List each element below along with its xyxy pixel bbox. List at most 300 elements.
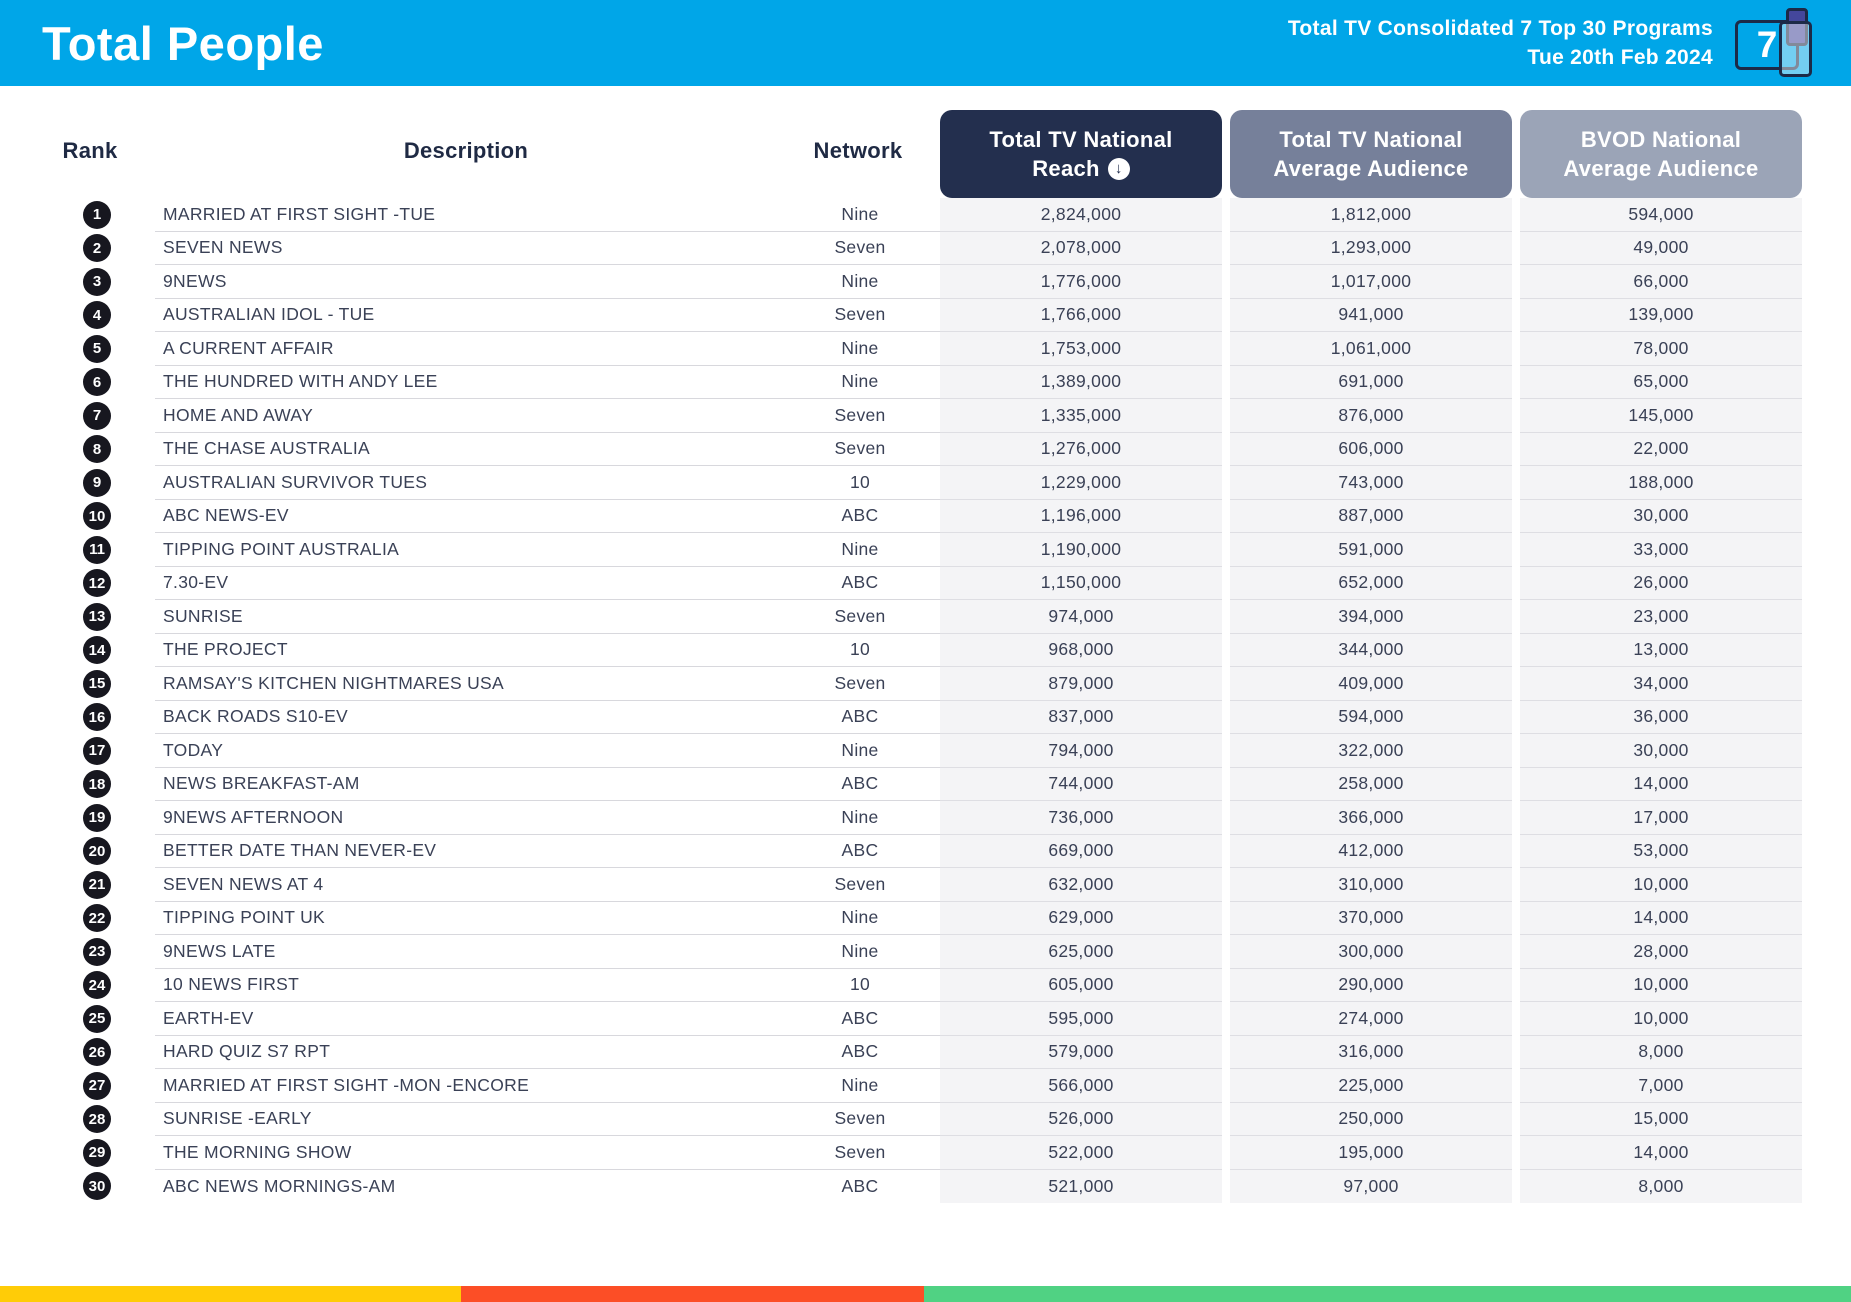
bvod-average-audience-value: 66,000 xyxy=(1520,265,1802,299)
column-gap xyxy=(1512,734,1520,768)
table-row xyxy=(0,299,1851,333)
rank-cell xyxy=(0,466,155,500)
column-gap xyxy=(1222,600,1230,634)
program-description: RAMSAY'S KITCHEN NIGHTMARES USA xyxy=(155,667,780,701)
column-gap xyxy=(1222,466,1230,500)
footer-yellow-segment xyxy=(0,1286,461,1302)
top-header-bar xyxy=(0,0,1851,86)
total-tv-average-audience-value: 322,000 xyxy=(1230,734,1512,768)
column-header-total-tv-reach[interactable] xyxy=(940,110,1222,198)
rank-cell xyxy=(0,1170,155,1204)
total-tv-average-audience-value: 250,000 xyxy=(1230,1103,1512,1137)
column-gap xyxy=(1222,265,1230,299)
total-tv-average-audience-value: 300,000 xyxy=(1230,935,1512,969)
bvod-average-audience-value: 28,000 xyxy=(1520,935,1802,969)
rank-badge: 3 xyxy=(83,268,111,296)
report-subtitle xyxy=(1288,14,1713,72)
bvod-average-audience-value: 8,000 xyxy=(1520,1036,1802,1070)
bvod-average-audience-value: 30,000 xyxy=(1520,500,1802,534)
table-row xyxy=(0,768,1851,802)
rank-badge: 10 xyxy=(83,502,111,530)
total-tv-reach-value: 629,000 xyxy=(940,902,1222,936)
rank-badge: 20 xyxy=(83,837,111,865)
bvod-average-audience-value: 14,000 xyxy=(1520,768,1802,802)
total-tv-average-audience-value: 591,000 xyxy=(1230,533,1512,567)
rank-badge: 29 xyxy=(83,1139,111,1167)
program-network: Seven xyxy=(780,600,940,634)
bvod-header-line2: Average Audience xyxy=(1563,156,1759,181)
rank-cell xyxy=(0,1036,155,1070)
total-tv-reach-value: 879,000 xyxy=(940,667,1222,701)
rank-cell xyxy=(0,734,155,768)
total-tv-average-audience-value: 409,000 xyxy=(1230,667,1512,701)
program-network: Seven xyxy=(780,232,940,266)
rank-cell xyxy=(0,198,155,232)
rank-badge: 15 xyxy=(83,670,111,698)
header-right-group xyxy=(1288,7,1829,79)
column-header-rank: Rank xyxy=(62,138,118,163)
sort-descending-icon: ↓ xyxy=(1108,158,1130,180)
bvod-average-audience-value: 34,000 xyxy=(1520,667,1802,701)
program-description: A CURRENT AFFAIR xyxy=(155,332,780,366)
total-tv-average-audience-value: 344,000 xyxy=(1230,634,1512,668)
column-gap xyxy=(1222,299,1230,333)
total-tv-reach-value: 1,150,000 xyxy=(940,567,1222,601)
program-network: Seven xyxy=(780,667,940,701)
total-tv-reach-value: 605,000 xyxy=(940,969,1222,1003)
total-tv-reach-value: 1,776,000 xyxy=(940,265,1222,299)
column-gap xyxy=(1512,935,1520,969)
program-description: SEVEN NEWS AT 4 xyxy=(155,868,780,902)
program-description: MARRIED AT FIRST SIGHT -TUE xyxy=(155,198,780,232)
program-network: ABC xyxy=(780,701,940,735)
total-tv-reach-value: 2,078,000 xyxy=(940,232,1222,266)
rank-cell xyxy=(0,868,155,902)
program-description: TODAY xyxy=(155,734,780,768)
program-network: Nine xyxy=(780,265,940,299)
column-gap xyxy=(1222,1036,1230,1070)
total-tv-reach-value: 968,000 xyxy=(940,634,1222,668)
total-tv-reach-value: 595,000 xyxy=(940,1002,1222,1036)
column-gap xyxy=(1222,835,1230,869)
bvod-average-audience-value: 49,000 xyxy=(1520,232,1802,266)
program-network: Seven xyxy=(780,299,940,333)
column-gap xyxy=(1512,1170,1520,1204)
program-network: 10 xyxy=(780,466,940,500)
bvod-average-audience-value: 7,000 xyxy=(1520,1069,1802,1103)
total-tv-reach-value: 521,000 xyxy=(940,1170,1222,1204)
total-tv-reach-value: 632,000 xyxy=(940,868,1222,902)
rank-cell xyxy=(0,667,155,701)
bvod-average-audience-value: 10,000 xyxy=(1520,1002,1802,1036)
total-tv-average-audience-value: 97,000 xyxy=(1230,1170,1512,1204)
total-tv-average-audience-value: 876,000 xyxy=(1230,399,1512,433)
column-gap xyxy=(1512,265,1520,299)
bvod-average-audience-value: 188,000 xyxy=(1520,466,1802,500)
program-network: ABC xyxy=(780,567,940,601)
column-gap xyxy=(1512,835,1520,869)
column-gap xyxy=(1222,801,1230,835)
program-description: SUNRISE -EARLY xyxy=(155,1103,780,1137)
bvod-average-audience-value: 17,000 xyxy=(1520,801,1802,835)
bvod-average-audience-value: 15,000 xyxy=(1520,1103,1802,1137)
rank-badge: 8 xyxy=(83,435,111,463)
column-gap xyxy=(1512,1002,1520,1036)
reach-header-line2: Reach xyxy=(1032,156,1100,181)
program-network: ABC xyxy=(780,768,940,802)
rank-badge: 16 xyxy=(83,703,111,731)
program-network: Seven xyxy=(780,433,940,467)
table-row xyxy=(0,198,1851,232)
column-gap xyxy=(1512,701,1520,735)
total-tv-reach-value: 1,276,000 xyxy=(940,433,1222,467)
column-gap xyxy=(1222,1069,1230,1103)
column-gap xyxy=(1512,399,1520,433)
bvod-header-line1: BVOD National xyxy=(1580,127,1742,152)
rank-badge: 2 xyxy=(83,234,111,262)
rank-badge: 13 xyxy=(83,603,111,631)
column-gap xyxy=(1512,801,1520,835)
rank-badge: 9 xyxy=(83,469,111,497)
column-gap xyxy=(1512,1136,1520,1170)
column-gap xyxy=(1222,533,1230,567)
table-row xyxy=(0,835,1851,869)
program-network: Nine xyxy=(780,801,940,835)
rank-badge: 22 xyxy=(83,904,111,932)
total-tv-reach-value: 974,000 xyxy=(940,600,1222,634)
program-description: 7.30-EV xyxy=(155,567,780,601)
table-row xyxy=(0,466,1851,500)
column-gap xyxy=(1222,667,1230,701)
tablet-icon xyxy=(1779,21,1812,77)
column-gap xyxy=(1222,935,1230,969)
rank-cell xyxy=(0,902,155,936)
program-description: EARTH-EV xyxy=(155,1002,780,1036)
program-network: ABC xyxy=(780,1002,940,1036)
footer-color-bar xyxy=(0,1286,1851,1302)
total-tv-reach-value: 579,000 xyxy=(940,1036,1222,1070)
table-row xyxy=(0,667,1851,701)
total-tv-reach-value: 2,824,000 xyxy=(940,198,1222,232)
program-network: 10 xyxy=(780,634,940,668)
column-header-total-tv-average-audience[interactable] xyxy=(1230,110,1512,198)
table-row xyxy=(0,701,1851,735)
bvod-average-audience-value: 36,000 xyxy=(1520,701,1802,735)
column-gap xyxy=(1222,332,1230,366)
program-description: MARRIED AT FIRST SIGHT -MON -ENCORE xyxy=(155,1069,780,1103)
table-row xyxy=(0,634,1851,668)
rank-cell xyxy=(0,634,155,668)
rank-cell xyxy=(0,366,155,400)
column-gap xyxy=(1512,600,1520,634)
total-tv-reach-value: 736,000 xyxy=(940,801,1222,835)
total-tv-reach-value: 526,000 xyxy=(940,1103,1222,1137)
rank-cell xyxy=(0,768,155,802)
bvod-average-audience-value: 13,000 xyxy=(1520,634,1802,668)
column-gap xyxy=(1512,366,1520,400)
rank-badge: 25 xyxy=(83,1005,111,1033)
total-tv-average-audience-value: 594,000 xyxy=(1230,701,1512,735)
column-gap xyxy=(1512,1103,1520,1137)
avg-header-line1: Total TV National xyxy=(1279,127,1463,152)
table-row xyxy=(0,1170,1851,1204)
table-row xyxy=(0,801,1851,835)
column-header-bvod-average-audience[interactable] xyxy=(1520,110,1802,198)
table-row xyxy=(0,600,1851,634)
rank-cell xyxy=(0,701,155,735)
column-gap xyxy=(1222,634,1230,668)
table-row xyxy=(0,533,1851,567)
program-network: 10 xyxy=(780,969,940,1003)
column-gap xyxy=(1512,1069,1520,1103)
total-tv-reach-value: 1,196,000 xyxy=(940,500,1222,534)
rank-cell xyxy=(0,500,155,534)
program-network: ABC xyxy=(780,500,940,534)
total-tv-reach-value: 669,000 xyxy=(940,835,1222,869)
rank-badge: 1 xyxy=(83,201,111,229)
column-gap xyxy=(1512,299,1520,333)
rank-badge: 28 xyxy=(83,1105,111,1133)
rank-cell xyxy=(0,1002,155,1036)
total-tv-average-audience-value: 1,017,000 xyxy=(1230,265,1512,299)
column-gap xyxy=(1512,466,1520,500)
total-tv-reach-value: 837,000 xyxy=(940,701,1222,735)
program-description: TIPPING POINT AUSTRALIA xyxy=(155,533,780,567)
rank-badge: 5 xyxy=(83,335,111,363)
bvod-average-audience-value: 23,000 xyxy=(1520,600,1802,634)
rank-badge: 23 xyxy=(83,938,111,966)
column-gap xyxy=(1512,198,1520,232)
column-gap xyxy=(1512,332,1520,366)
column-gap xyxy=(1222,500,1230,534)
bvod-average-audience-value: 78,000 xyxy=(1520,332,1802,366)
program-network: Nine xyxy=(780,734,940,768)
program-description: AUSTRALIAN IDOL - TUE xyxy=(155,299,780,333)
column-gap xyxy=(1222,1002,1230,1036)
rank-badge: 17 xyxy=(83,737,111,765)
total-tv-reach-value: 1,766,000 xyxy=(940,299,1222,333)
total-tv-average-audience-value: 258,000 xyxy=(1230,768,1512,802)
total-tv-average-audience-value: 274,000 xyxy=(1230,1002,1512,1036)
program-description: 9NEWS LATE xyxy=(155,935,780,969)
bvod-average-audience-value: 145,000 xyxy=(1520,399,1802,433)
total-tv-average-audience-value: 1,061,000 xyxy=(1230,332,1512,366)
rank-badge: 24 xyxy=(83,971,111,999)
total-tv-average-audience-value: 370,000 xyxy=(1230,902,1512,936)
program-network: Nine xyxy=(780,366,940,400)
rank-badge: 21 xyxy=(83,871,111,899)
column-gap xyxy=(1512,868,1520,902)
program-network: Nine xyxy=(780,533,940,567)
bvod-average-audience-value: 594,000 xyxy=(1520,198,1802,232)
total-tv-reach-value: 566,000 xyxy=(940,1069,1222,1103)
program-network: Seven xyxy=(780,399,940,433)
report-subtitle-line2: Tue 20th Feb 2024 xyxy=(1527,46,1713,69)
rank-cell xyxy=(0,1136,155,1170)
rank-badge: 7 xyxy=(83,402,111,430)
footer-red-segment xyxy=(461,1286,924,1302)
program-network: Nine xyxy=(780,332,940,366)
rank-badge: 18 xyxy=(83,770,111,798)
rank-badge: 27 xyxy=(83,1072,111,1100)
rank-cell xyxy=(0,935,155,969)
total-tv-reach-value: 744,000 xyxy=(940,768,1222,802)
total-tv-reach-value: 522,000 xyxy=(940,1136,1222,1170)
column-gap xyxy=(1512,433,1520,467)
table-row xyxy=(0,734,1851,768)
bvod-average-audience-value: 22,000 xyxy=(1520,433,1802,467)
bvod-average-audience-value: 65,000 xyxy=(1520,366,1802,400)
column-gap xyxy=(1222,433,1230,467)
column-header-description: Description xyxy=(403,138,529,163)
report-subtitle-line1: Total TV Consolidated 7 Top 30 Programs xyxy=(1287,17,1713,40)
column-gap xyxy=(1512,667,1520,701)
rank-badge: 19 xyxy=(83,804,111,832)
total-tv-reach-value: 1,335,000 xyxy=(940,399,1222,433)
program-description: HARD QUIZ S7 RPT xyxy=(155,1036,780,1070)
bvod-average-audience-value: 33,000 xyxy=(1520,533,1802,567)
table-row xyxy=(0,1036,1851,1070)
column-gap xyxy=(1222,1103,1230,1137)
column-gap xyxy=(1222,567,1230,601)
total-tv-average-audience-value: 366,000 xyxy=(1230,801,1512,835)
total-tv-average-audience-value: 195,000 xyxy=(1230,1136,1512,1170)
column-gap xyxy=(1222,868,1230,902)
bvod-average-audience-value: 30,000 xyxy=(1520,734,1802,768)
column-gap xyxy=(1222,1170,1230,1204)
program-network: Seven xyxy=(780,1136,940,1170)
column-gap xyxy=(1222,1136,1230,1170)
program-description: SEVEN NEWS xyxy=(155,232,780,266)
column-gap xyxy=(1222,399,1230,433)
table-row xyxy=(0,1136,1851,1170)
bvod-average-audience-value: 8,000 xyxy=(1520,1170,1802,1204)
program-description: ABC NEWS MORNINGS-AM xyxy=(163,1175,396,1196)
total-tv-average-audience-value: 412,000 xyxy=(1230,835,1512,869)
table-row xyxy=(0,969,1851,1003)
rank-cell xyxy=(0,1069,155,1103)
column-gap xyxy=(1512,1036,1520,1070)
column-gap xyxy=(1512,634,1520,668)
total-tv-average-audience-value: 310,000 xyxy=(1230,868,1512,902)
total-tv-average-audience-value: 652,000 xyxy=(1230,567,1512,601)
program-network: ABC xyxy=(780,835,940,869)
total-tv-average-audience-value: 225,000 xyxy=(1230,1069,1512,1103)
total-tv-reach-value: 1,753,000 xyxy=(940,332,1222,366)
table-row xyxy=(0,265,1851,299)
table-row xyxy=(0,332,1851,366)
program-description: TIPPING POINT UK xyxy=(155,902,780,936)
total-tv-average-audience-value: 290,000 xyxy=(1230,969,1512,1003)
rank-badge: 12 xyxy=(83,569,111,597)
total-tv-devices-icon xyxy=(1733,7,1829,79)
column-gap xyxy=(1222,902,1230,936)
column-gap xyxy=(1512,969,1520,1003)
table-row xyxy=(0,399,1851,433)
column-gap xyxy=(1512,533,1520,567)
bvod-average-audience-value: 10,000 xyxy=(1520,868,1802,902)
rank-cell xyxy=(0,299,155,333)
rank-cell xyxy=(0,332,155,366)
total-tv-average-audience-value: 606,000 xyxy=(1230,433,1512,467)
total-tv-reach-value: 625,000 xyxy=(940,935,1222,969)
table-row xyxy=(0,232,1851,266)
bvod-average-audience-value: 14,000 xyxy=(1520,1136,1802,1170)
program-network: Nine xyxy=(780,935,940,969)
program-network: Nine xyxy=(780,902,940,936)
bvod-average-audience-value: 53,000 xyxy=(1520,835,1802,869)
column-gap xyxy=(1512,232,1520,266)
rank-cell xyxy=(0,399,155,433)
rank-cell xyxy=(0,969,155,1003)
rank-badge: 30 xyxy=(83,1172,111,1200)
rank-cell xyxy=(0,433,155,467)
table-row xyxy=(0,366,1851,400)
column-gap xyxy=(1512,902,1520,936)
total-tv-average-audience-value: 941,000 xyxy=(1230,299,1512,333)
total-tv-average-audience-value: 743,000 xyxy=(1230,466,1512,500)
rank-cell xyxy=(0,567,155,601)
program-network: ABC xyxy=(780,1036,940,1070)
program-description: SUNRISE xyxy=(155,600,780,634)
rank-badge: 14 xyxy=(83,636,111,664)
programs-table xyxy=(0,198,1851,1203)
program-description: THE MORNING SHOW xyxy=(155,1136,780,1170)
bvod-average-audience-value: 26,000 xyxy=(1520,567,1802,601)
program-description: AUSTRALIAN SURVIVOR TUES xyxy=(155,466,780,500)
column-gap xyxy=(1222,366,1230,400)
column-gap xyxy=(1222,198,1230,232)
table-row xyxy=(0,902,1851,936)
bvod-average-audience-value: 139,000 xyxy=(1520,299,1802,333)
table-row xyxy=(0,1103,1851,1137)
program-network: Nine xyxy=(780,1069,940,1103)
total-tv-reach-value: 794,000 xyxy=(940,734,1222,768)
program-description: HOME AND AWAY xyxy=(155,399,780,433)
rank-cell xyxy=(0,835,155,869)
column-gap xyxy=(1222,232,1230,266)
total-tv-reach-value: 1,229,000 xyxy=(940,466,1222,500)
page-title: Total People xyxy=(42,16,324,70)
total-tv-average-audience-value: 1,812,000 xyxy=(1230,198,1512,232)
total-tv-average-audience-value: 691,000 xyxy=(1230,366,1512,400)
column-gap xyxy=(1222,701,1230,735)
column-gap xyxy=(1222,768,1230,802)
total-tv-average-audience-value: 316,000 xyxy=(1230,1036,1512,1070)
rank-cell xyxy=(0,1103,155,1137)
program-network: Seven xyxy=(780,1103,940,1137)
program-description: 9NEWS xyxy=(155,265,780,299)
table-row xyxy=(0,500,1851,534)
rank-badge: 11 xyxy=(83,536,111,564)
table-row xyxy=(0,868,1851,902)
total-tv-average-audience-value: 394,000 xyxy=(1230,600,1512,634)
program-description: THE HUNDRED WITH ANDY LEE xyxy=(155,366,780,400)
program-description: BETTER DATE THAN NEVER-EV xyxy=(155,835,780,869)
program-description: 9NEWS AFTERNOON xyxy=(155,801,780,835)
rank-cell xyxy=(0,801,155,835)
rank-cell xyxy=(0,232,155,266)
program-description: NEWS BREAKFAST-AM xyxy=(155,768,780,802)
program-network: Seven xyxy=(780,868,940,902)
program-network: ABC xyxy=(841,1175,879,1196)
table-row xyxy=(0,1069,1851,1103)
rank-badge: 4 xyxy=(83,301,111,329)
program-description: THE PROJECT xyxy=(155,634,780,668)
table-row xyxy=(0,935,1851,969)
program-description: BACK ROADS S10-EV xyxy=(155,701,780,735)
total-tv-average-audience-value: 887,000 xyxy=(1230,500,1512,534)
